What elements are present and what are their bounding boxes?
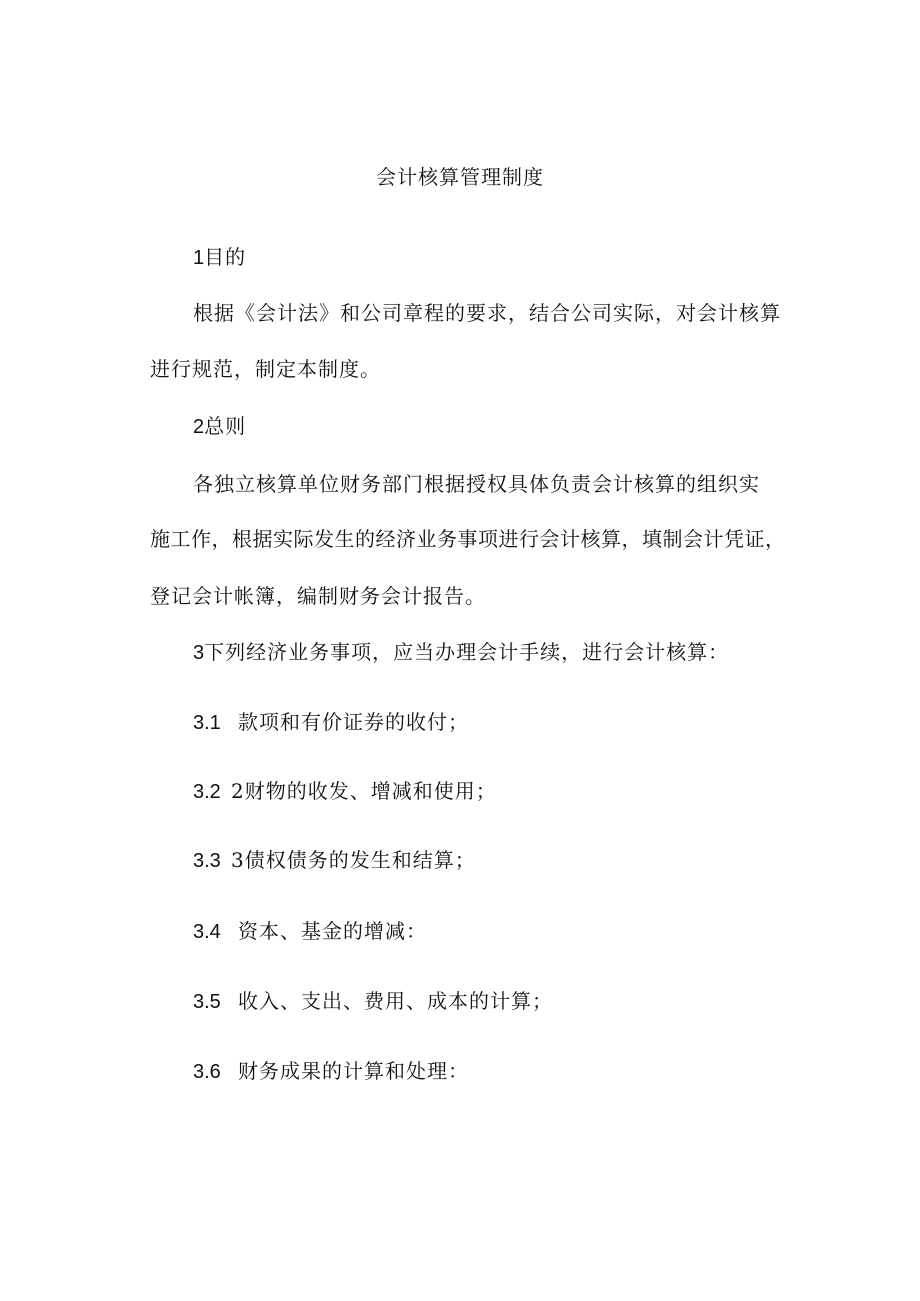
- item-number: 3.3: [193, 850, 221, 872]
- item-number: 3.1: [193, 712, 221, 734]
- section-heading-text: 目的: [204, 245, 247, 269]
- section-heading: [193, 638, 729, 667]
- document-title: 会计核算管理制度: [376, 165, 544, 189]
- paragraph-line: 施工作，根据实际发生的经济业务事项进行会计核算，填制会计凭证，: [150, 527, 786, 551]
- section-number: 2: [193, 416, 205, 438]
- section-heading: [193, 412, 246, 441]
- section-number: 1: [193, 247, 205, 269]
- item-text: 3债权债务的发生和结算；: [231, 848, 476, 872]
- paragraph-line: 根据《会计法》和公司章程的要求，结合公司实际，对会计核算: [193, 301, 781, 325]
- section-heading: [193, 243, 246, 272]
- item-text: 收入、支出、费用、成本的计算；: [238, 989, 553, 1013]
- list-item: [193, 846, 476, 875]
- item-number: 3.5: [193, 991, 221, 1013]
- item-number: 3.2: [193, 781, 221, 803]
- item-text: 2财物的收发、增减和使用；: [231, 779, 497, 803]
- section-heading-text: 下列经济业务事项，应当办理会计手续，进行会计核算：: [204, 640, 730, 664]
- item-text: 款项和有价证券的收付；: [238, 710, 469, 734]
- list-item: [193, 708, 469, 737]
- list-item: [193, 987, 553, 1016]
- section-heading-text: 总则: [204, 414, 247, 438]
- list-item: [193, 1057, 469, 1086]
- section-number: 3: [193, 642, 205, 664]
- paragraph-line: 登记会计帐簿，编制财务会计报告。: [150, 584, 486, 608]
- paragraph-line: 各独立核算单位财务部门根据授权具体负责会计核算的组织实: [193, 472, 760, 496]
- item-text: 资本、基金的增减：: [238, 919, 427, 943]
- list-item: [193, 917, 427, 946]
- item-text: 财务成果的计算和处理：: [238, 1059, 469, 1083]
- item-number: 3.4: [193, 921, 221, 943]
- item-number: 3.6: [193, 1061, 221, 1083]
- list-item: [193, 777, 497, 806]
- paragraph-line: 进行规范，制定本制度。: [150, 357, 381, 381]
